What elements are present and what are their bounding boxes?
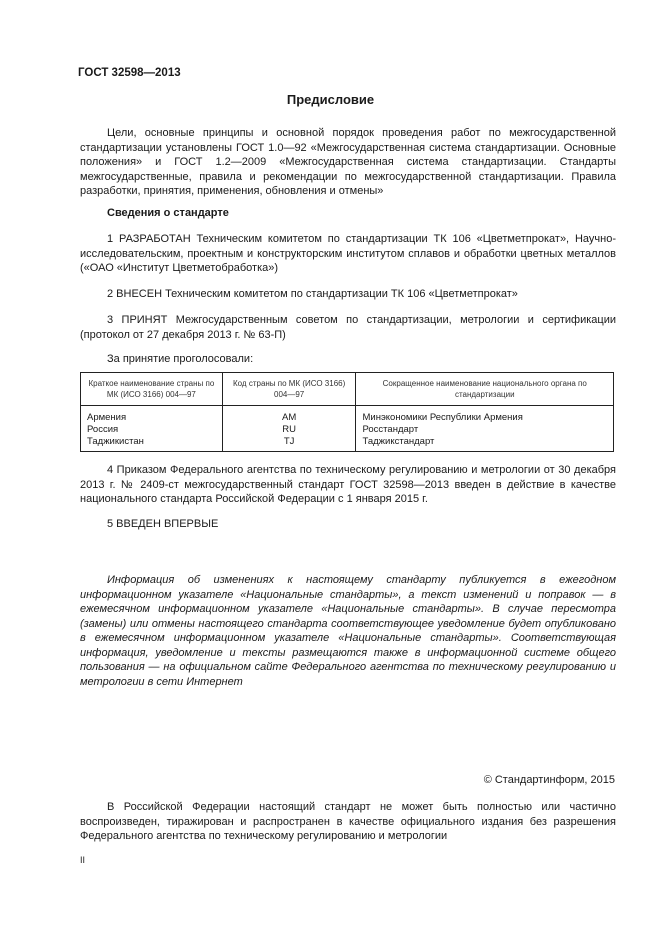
- countries-cell: [81, 406, 223, 452]
- item-3-adopted: 3 ПРИНЯТ Межгосударственным советом по стандартизации, метрологии и сертификации (протокол от 27 декабря 2013 г. № 63-П): [80, 314, 616, 341]
- header-country-code: Код страны по МК (ИСО 3166) 004—97: [222, 373, 356, 406]
- country-name: Россия: [87, 424, 119, 435]
- item-1-developed: 1 РАЗРАБОТАН Техническим комитетом по стандартизации ТК 106 «Цветметпрокат», Научно-исследовательским, проектным и конструкторским институтом сплавов и обработки цветных металлов («ОАО «Институт Цветметобработка»): [80, 233, 616, 274]
- country-code: RU: [282, 424, 296, 435]
- header-country-name: Краткое наименование страны по МК (ИСО 3166) 004—97: [81, 373, 223, 406]
- country-code: TJ: [283, 436, 295, 447]
- vote-table: [80, 372, 614, 452]
- copyright-notice: © Стандартинформ, 2015: [483, 774, 615, 786]
- standards-body: Таджикстандарт: [362, 436, 435, 447]
- standards-body: Росстандарт: [362, 424, 419, 435]
- item-5-introduced: 5 ВВЕДЕН ВПЕРВЫЕ: [107, 518, 219, 530]
- country-name: Таджикистан: [87, 436, 144, 447]
- standards-body: Минэкономики Республики Армения: [362, 412, 523, 423]
- info-heading: Сведения о стандарте: [107, 207, 229, 219]
- table-row: [81, 406, 614, 452]
- item-4-enacted: 4 Приказом Федерального агентства по техническому регулированию и метрологии от 30 декабря 2013 г. № 2409-ст межгосударственный стандарт ГОСТ 32598—2013 введен в действие в качестве национального стандарта Российской Федерации с 1 января 2015 г.: [80, 464, 616, 505]
- country-code: AM: [282, 412, 297, 423]
- country-name: Армения: [87, 412, 127, 423]
- legal-notice: В Российской Федерации настоящий стандарт не может быть полностью или частично воспроизведен, тиражирован и распространен в качестве официального издания без разрешения Федерального агентства по техническому регулированию и метрологии: [80, 801, 616, 842]
- item-2-submitted: 2 ВНЕСЕН Техническим комитетом по стандартизации ТК 106 «Цветметпрокат»: [107, 288, 518, 300]
- bodies-cell: [356, 406, 614, 452]
- vote-intro: За принятие проголосовали:: [107, 353, 254, 365]
- change-notice: Информация об изменениях к настоящему стандарту публикуется в ежегодном информационном указателе «Национальные стандарты», а текст изменений и поправок — в ежемесячном информационном указателе «Национальные стандарты». В случае пересмотра (замены) или отмены настоящего стандарта соответствующее уведомление будет опубликовано в ежемесячном информационном указателе «Национальные стандарты». Соответствующая информация, уведомление и тексты размещаются также в информационной системе общего пользования — на официальном сайте Федерального агентства по техническому регулированию и метрологии в сети Интернет: [80, 574, 616, 688]
- page-title: Предисловие: [286, 92, 375, 107]
- codes-cell: [222, 406, 356, 452]
- intro-paragraph: Цели, основные принципы и основной порядок проведения работ по межгосударственной стандартизации установлены ГОСТ 1.0—92 «Межгосударственная система стандартизации. Основные положения» и ГОСТ 1.2—2009 «Межгосударственная система стандартизации. Стандарты межгосударственные, правила и рекомендации по межгосударственной стандартизации. Правила разработки, принятия, применения, обновления и отмены»: [80, 127, 616, 197]
- vote-table-header-row: [81, 373, 614, 406]
- page-number: II: [80, 855, 86, 865]
- document-id-header: ГОСТ 32598—2013: [78, 67, 181, 79]
- header-standards-body: Сокращенное наименование национального органа по стандартизации: [356, 373, 614, 406]
